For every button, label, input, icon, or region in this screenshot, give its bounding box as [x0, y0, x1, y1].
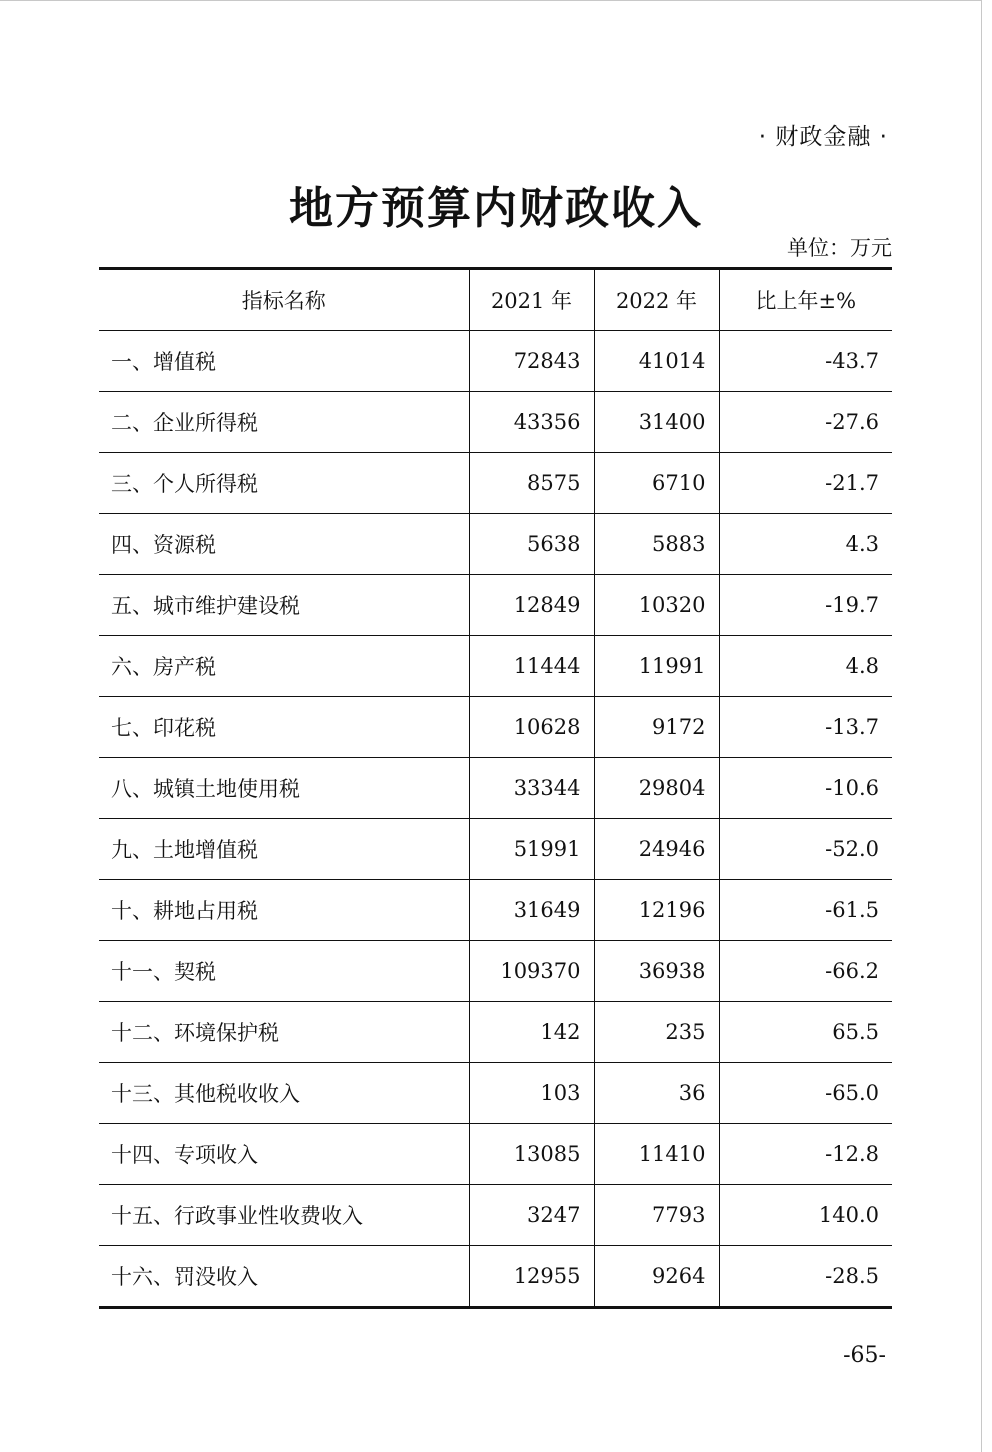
table-body	[99, 331, 892, 1308]
value-2022-cell: 31400	[594, 392, 719, 453]
table-row	[99, 331, 892, 392]
value-2022-cell: 11410	[594, 1124, 719, 1185]
change-percent-cell: -43.7	[719, 331, 892, 392]
indicator-name-cell: 三、个人所得税	[99, 453, 469, 514]
value-2022-cell: 29804	[594, 758, 719, 819]
value-2022-cell: 24946	[594, 819, 719, 880]
table-row	[99, 1246, 892, 1308]
column-header-2022: 2022 年	[594, 269, 719, 331]
value-2022-cell: 6710	[594, 453, 719, 514]
change-percent-cell: 65.5	[719, 1002, 892, 1063]
value-2021-cell: 8575	[469, 453, 594, 514]
indicator-name-cell: 七、印花税	[99, 697, 469, 758]
value-2021-cell: 11444	[469, 636, 594, 697]
change-percent-cell: -21.7	[719, 453, 892, 514]
change-percent-cell: -10.6	[719, 758, 892, 819]
indicator-name-cell: 二、企业所得税	[99, 392, 469, 453]
table-row	[99, 941, 892, 1002]
indicator-name-cell: 八、城镇土地使用税	[99, 758, 469, 819]
value-2021-cell: 51991	[469, 819, 594, 880]
indicator-name-cell: 六、房产税	[99, 636, 469, 697]
change-percent-cell: -19.7	[719, 575, 892, 636]
value-2021-cell: 5638	[469, 514, 594, 575]
revenue-table	[99, 267, 892, 1309]
column-header-indicator: 指标名称	[99, 269, 469, 331]
indicator-name-cell: 十四、专项收入	[99, 1124, 469, 1185]
indicator-name-cell: 四、资源税	[99, 514, 469, 575]
change-percent-cell: -66.2	[719, 941, 892, 1002]
value-2022-cell: 11991	[594, 636, 719, 697]
value-2021-cell: 43356	[469, 392, 594, 453]
value-2021-cell: 33344	[469, 758, 594, 819]
change-percent-cell: -27.6	[719, 392, 892, 453]
value-2022-cell: 7793	[594, 1185, 719, 1246]
indicator-name-cell: 九、土地增值税	[99, 819, 469, 880]
value-2021-cell: 31649	[469, 880, 594, 941]
table-row	[99, 1124, 892, 1185]
column-header-change: 比上年±%	[719, 269, 892, 331]
indicator-name-cell: 十三、其他税收收入	[99, 1063, 469, 1124]
table-row	[99, 453, 892, 514]
indicator-name-cell: 十一、契税	[99, 941, 469, 1002]
indicator-name-cell: 十、耕地占用税	[99, 880, 469, 941]
page-title: 地方预算内财政收入	[289, 183, 703, 234]
indicator-name-cell: 五、城市维护建设税	[99, 575, 469, 636]
change-percent-cell: -12.8	[719, 1124, 892, 1185]
table-row	[99, 1063, 892, 1124]
value-2022-cell: 36	[594, 1063, 719, 1124]
value-2022-cell: 10320	[594, 575, 719, 636]
table-row	[99, 1185, 892, 1246]
change-percent-cell: 4.8	[719, 636, 892, 697]
value-2022-cell: 235	[594, 1002, 719, 1063]
value-2022-cell: 5883	[594, 514, 719, 575]
value-2022-cell: 9172	[594, 697, 719, 758]
table-row	[99, 819, 892, 880]
page-number: -65-	[843, 1343, 886, 1368]
value-2021-cell: 10628	[469, 697, 594, 758]
table-row	[99, 514, 892, 575]
value-2022-cell: 36938	[594, 941, 719, 1002]
change-percent-cell: -52.0	[719, 819, 892, 880]
value-2021-cell: 103	[469, 1063, 594, 1124]
table-row	[99, 575, 892, 636]
value-2022-cell: 41014	[594, 331, 719, 392]
value-2021-cell: 13085	[469, 1124, 594, 1185]
table-row	[99, 1002, 892, 1063]
column-header-2021: 2021 年	[469, 269, 594, 331]
table-row	[99, 697, 892, 758]
indicator-name-cell: 十二、环境保护税	[99, 1002, 469, 1063]
table-row	[99, 758, 892, 819]
value-2021-cell: 72843	[469, 331, 594, 392]
value-2021-cell: 142	[469, 1002, 594, 1063]
change-percent-cell: -61.5	[719, 880, 892, 941]
table-row	[99, 880, 892, 941]
value-2021-cell: 12955	[469, 1246, 594, 1308]
change-percent-cell: 140.0	[719, 1185, 892, 1246]
indicator-name-cell: 一、增值税	[99, 331, 469, 392]
value-2021-cell: 3247	[469, 1185, 594, 1246]
value-2021-cell: 109370	[469, 941, 594, 1002]
table-row	[99, 392, 892, 453]
change-percent-cell: 4.3	[719, 514, 892, 575]
value-2022-cell: 9264	[594, 1246, 719, 1308]
value-2022-cell: 12196	[594, 880, 719, 941]
indicator-name-cell: 十五、行政事业性收费收入	[99, 1185, 469, 1246]
section-label: · 财政金融 ·	[758, 124, 888, 150]
change-percent-cell: -13.7	[719, 697, 892, 758]
unit-label: 单位：万元	[787, 236, 892, 260]
value-2021-cell: 12849	[469, 575, 594, 636]
indicator-name-cell: 十六、罚没收入	[111, 1265, 258, 1289]
table-header-row	[99, 269, 892, 331]
change-percent-cell: -28.5	[719, 1246, 892, 1308]
change-percent-cell: -65.0	[719, 1063, 892, 1124]
table-row	[99, 636, 892, 697]
